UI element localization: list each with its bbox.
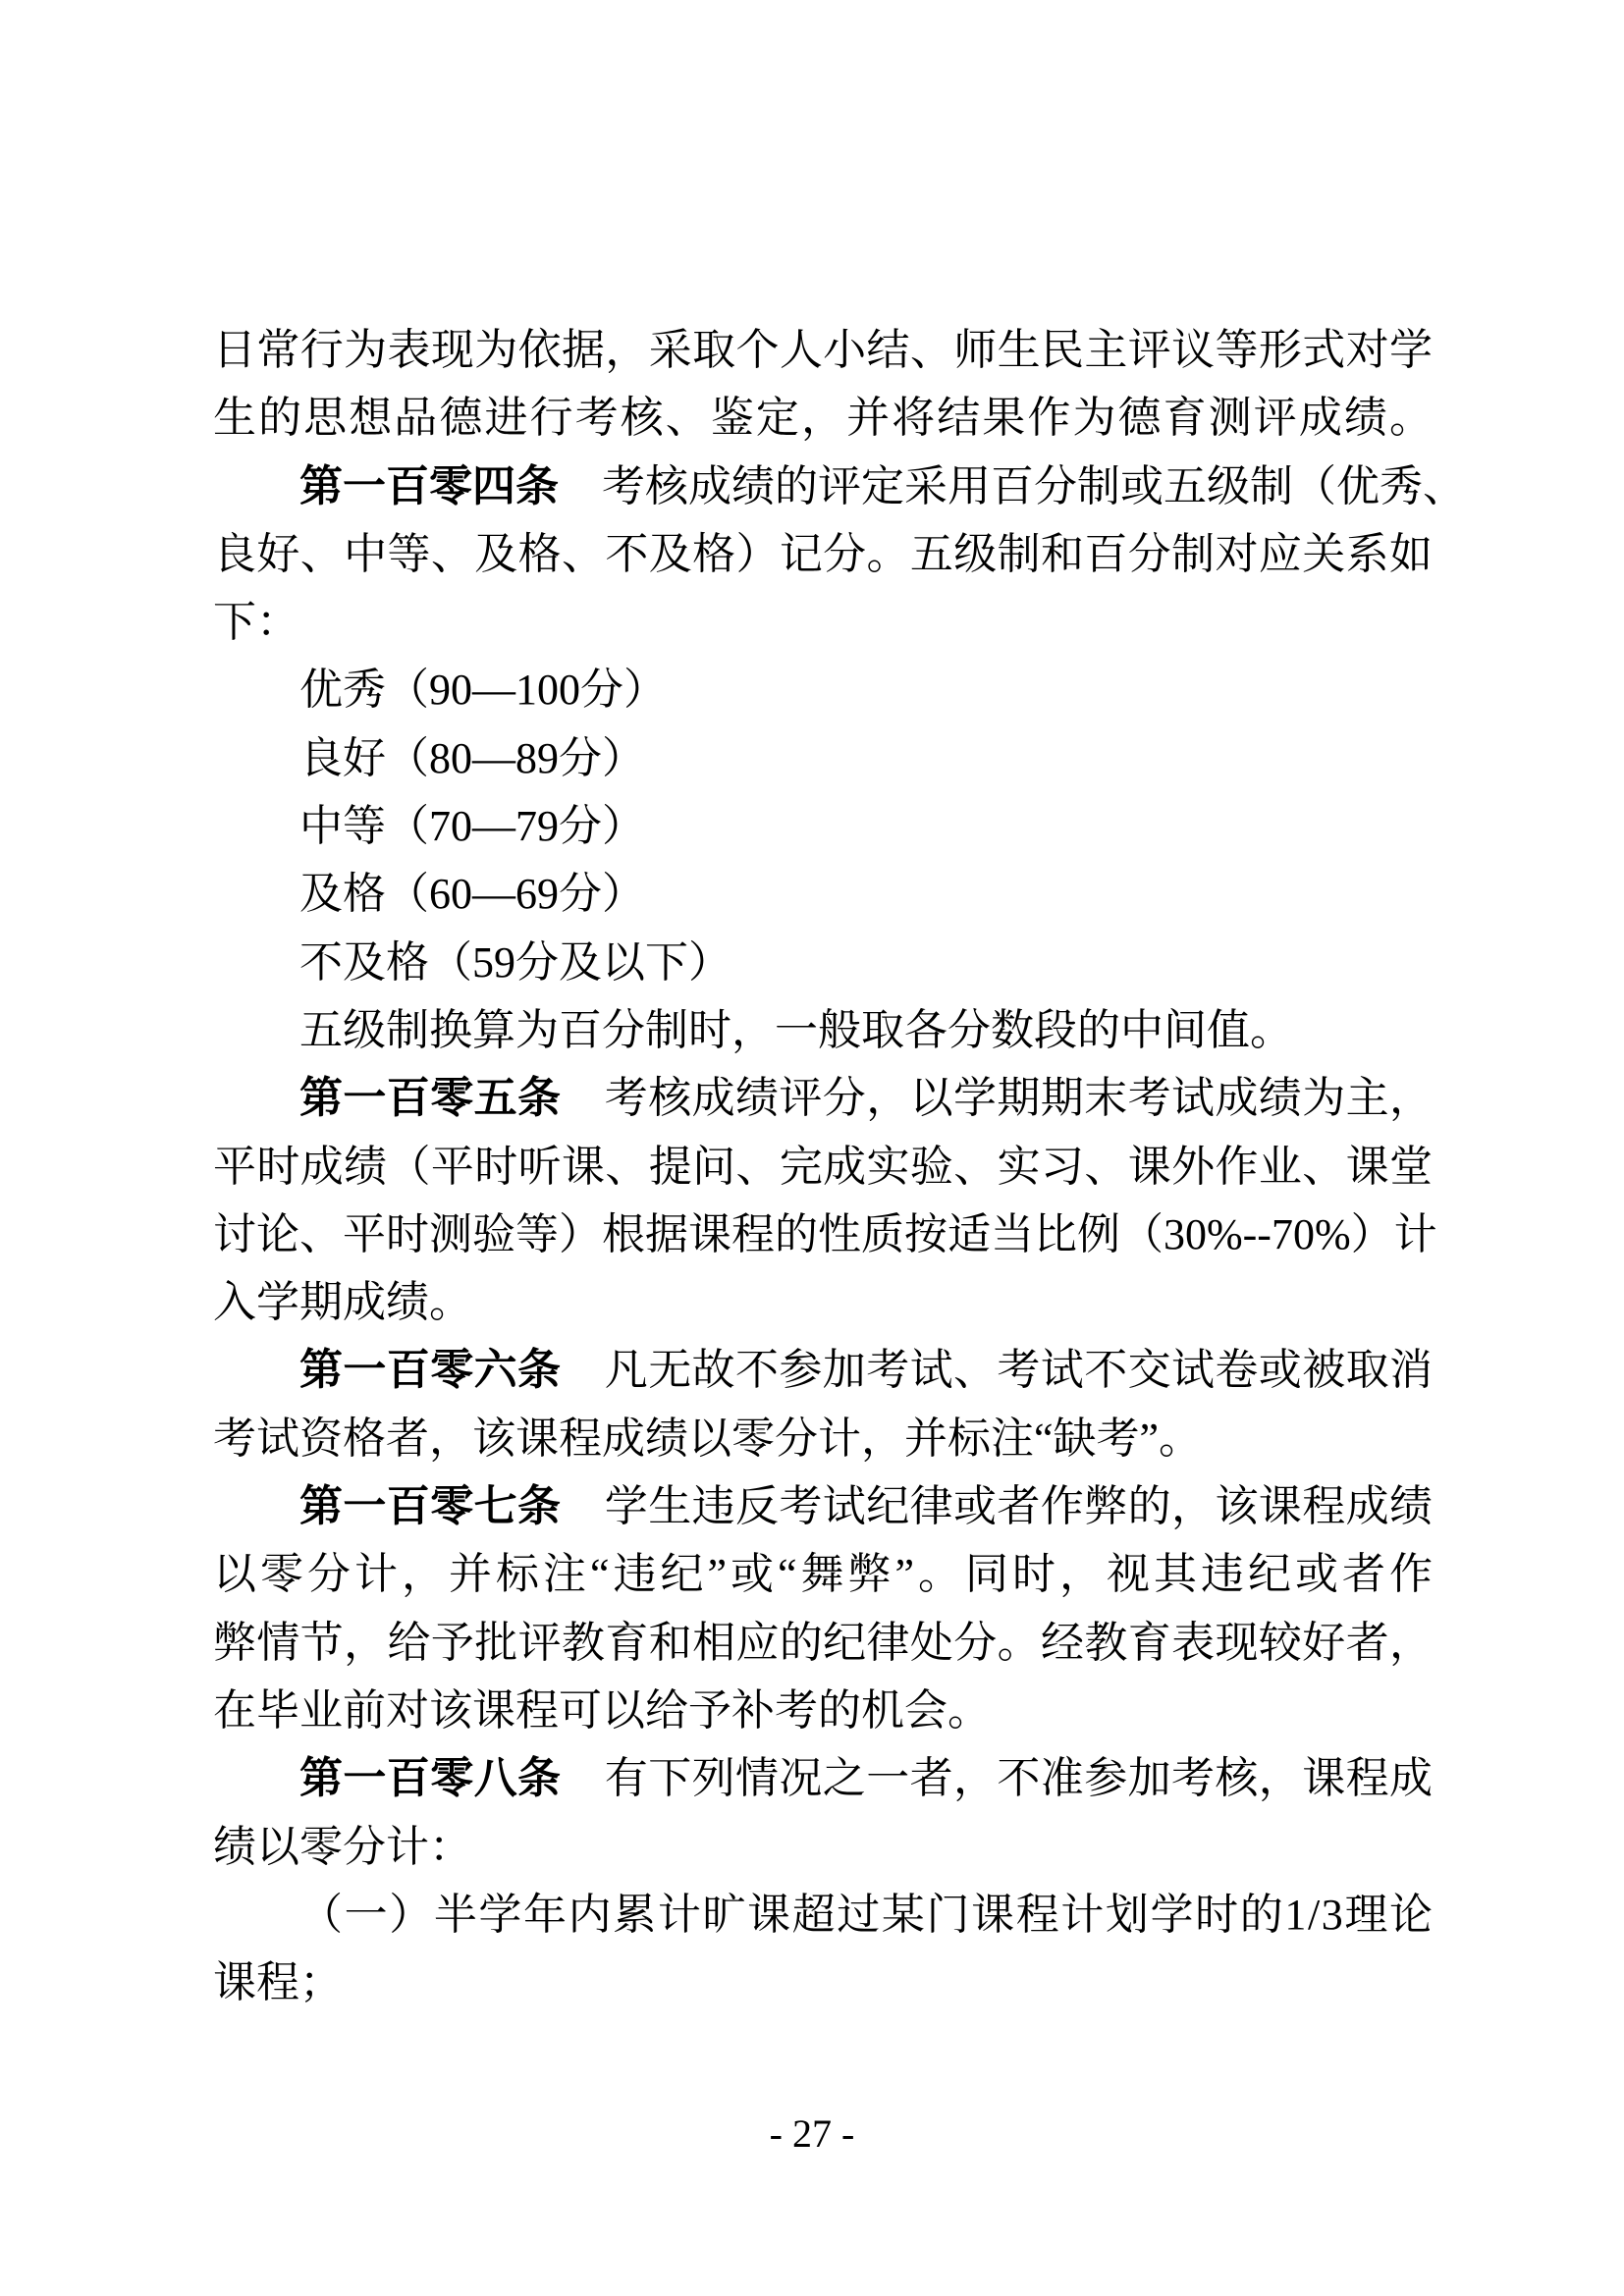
- text-line: [213, 1064, 1433, 1132]
- text-line: [213, 1472, 1433, 1540]
- body-text: 考试资格者，该课程成绩以零分计，并标注“缺考”。: [213, 1414, 1203, 1463]
- body-text: 以零分计，并标注“违纪”或“舞弊”。同时，视其违纪或者作: [213, 1550, 1436, 1599]
- body-text: 良好、中等、及格、不及格）记分。五级制和百分制对应关系如: [213, 529, 1434, 578]
- text-line: [213, 520, 1433, 588]
- body-text: 五级制换算为百分制时，一般取各分数段的中间值。: [299, 1005, 1293, 1054]
- body-text: 讨论、平时测验等）根据课程的性质按适当比例（30%--70%）计: [213, 1209, 1437, 1258]
- text-line: [213, 1881, 1433, 1949]
- text-line: [213, 1405, 1433, 1472]
- text-line: [213, 1336, 1433, 1404]
- article-number-heading: 第一百零五条: [299, 1074, 562, 1123]
- text-line: [213, 1609, 1433, 1677]
- text-line: [213, 588, 1433, 656]
- text-line: [213, 929, 1433, 996]
- article-number-heading: 第一百零八条: [299, 1754, 562, 1803]
- body-text: 中等（70—79分）: [299, 802, 645, 851]
- body-text: （一）半学年内累计旷课超过某门课程计划学时的1/3理论: [299, 1890, 1435, 1939]
- body-text: 优秀（90—100分）: [299, 666, 667, 715]
- body-text: 不及格（59分及以下）: [299, 937, 731, 987]
- text-line: [213, 1133, 1433, 1201]
- article-number-heading: 第一百零四条: [299, 461, 559, 510]
- body-text: 日常行为表现为依据，采取个人小结、师生民主评议等形式对学: [213, 326, 1434, 374]
- body-text: 良好（80—89分）: [299, 733, 645, 782]
- text-line: [213, 316, 1433, 384]
- article-number-heading: 第一百零七条: [299, 1482, 562, 1531]
- text-line: [213, 1677, 1433, 1744]
- body-text: 考核成绩的评定采用百分制或五级制（优秀、: [559, 461, 1466, 510]
- body-text: 下：: [213, 598, 299, 647]
- page-number: - 27 -: [769, 2111, 855, 2156]
- text-line: [213, 1949, 1433, 2016]
- text-line: [213, 1813, 1433, 1881]
- body-text: 生的思想品德进行考核、鉴定，并将结果作为德育测评成绩。: [213, 394, 1435, 443]
- text-line: [213, 792, 1433, 860]
- body-text: 弊情节，给予批评教育和相应的纪律处分。经教育表现较好者，: [213, 1618, 1434, 1667]
- body-text: 入学期成绩。: [213, 1278, 472, 1327]
- text-line: [213, 1268, 1433, 1336]
- text-line: [213, 453, 1466, 520]
- body-text: 绩以零分计：: [213, 1822, 472, 1871]
- article-number-heading: 第一百零六条: [299, 1346, 562, 1395]
- document-body: [213, 316, 1466, 2016]
- text-line: [213, 860, 1433, 928]
- body-text: 考核成绩评分，以学期期末考试成绩为主，: [561, 1074, 1434, 1123]
- body-text: 凡无故不参加考试、考试不交试卷或被取消: [561, 1346, 1434, 1395]
- text-line: [213, 656, 1433, 723]
- body-text: 学生违反考试纪律或者作弊的，该课程成绩: [561, 1482, 1434, 1531]
- body-text: 有下列情况之一者，不准参加考核，课程成: [561, 1754, 1434, 1803]
- text-line: [213, 1201, 1437, 1268]
- text-line: [213, 1540, 1436, 1608]
- text-line: [213, 384, 1433, 452]
- text-line: [213, 724, 1433, 792]
- body-text: 课程；: [213, 1958, 343, 2007]
- text-line: [213, 996, 1433, 1064]
- text-line: [213, 1744, 1433, 1812]
- body-text: 在毕业前对该课程可以给予补考的机会。: [213, 1685, 991, 1735]
- body-text: 及格（60—69分）: [299, 870, 645, 919]
- body-text: 平时成绩（平时听课、提问、完成实验、实习、课外作业、课堂: [213, 1142, 1434, 1191]
